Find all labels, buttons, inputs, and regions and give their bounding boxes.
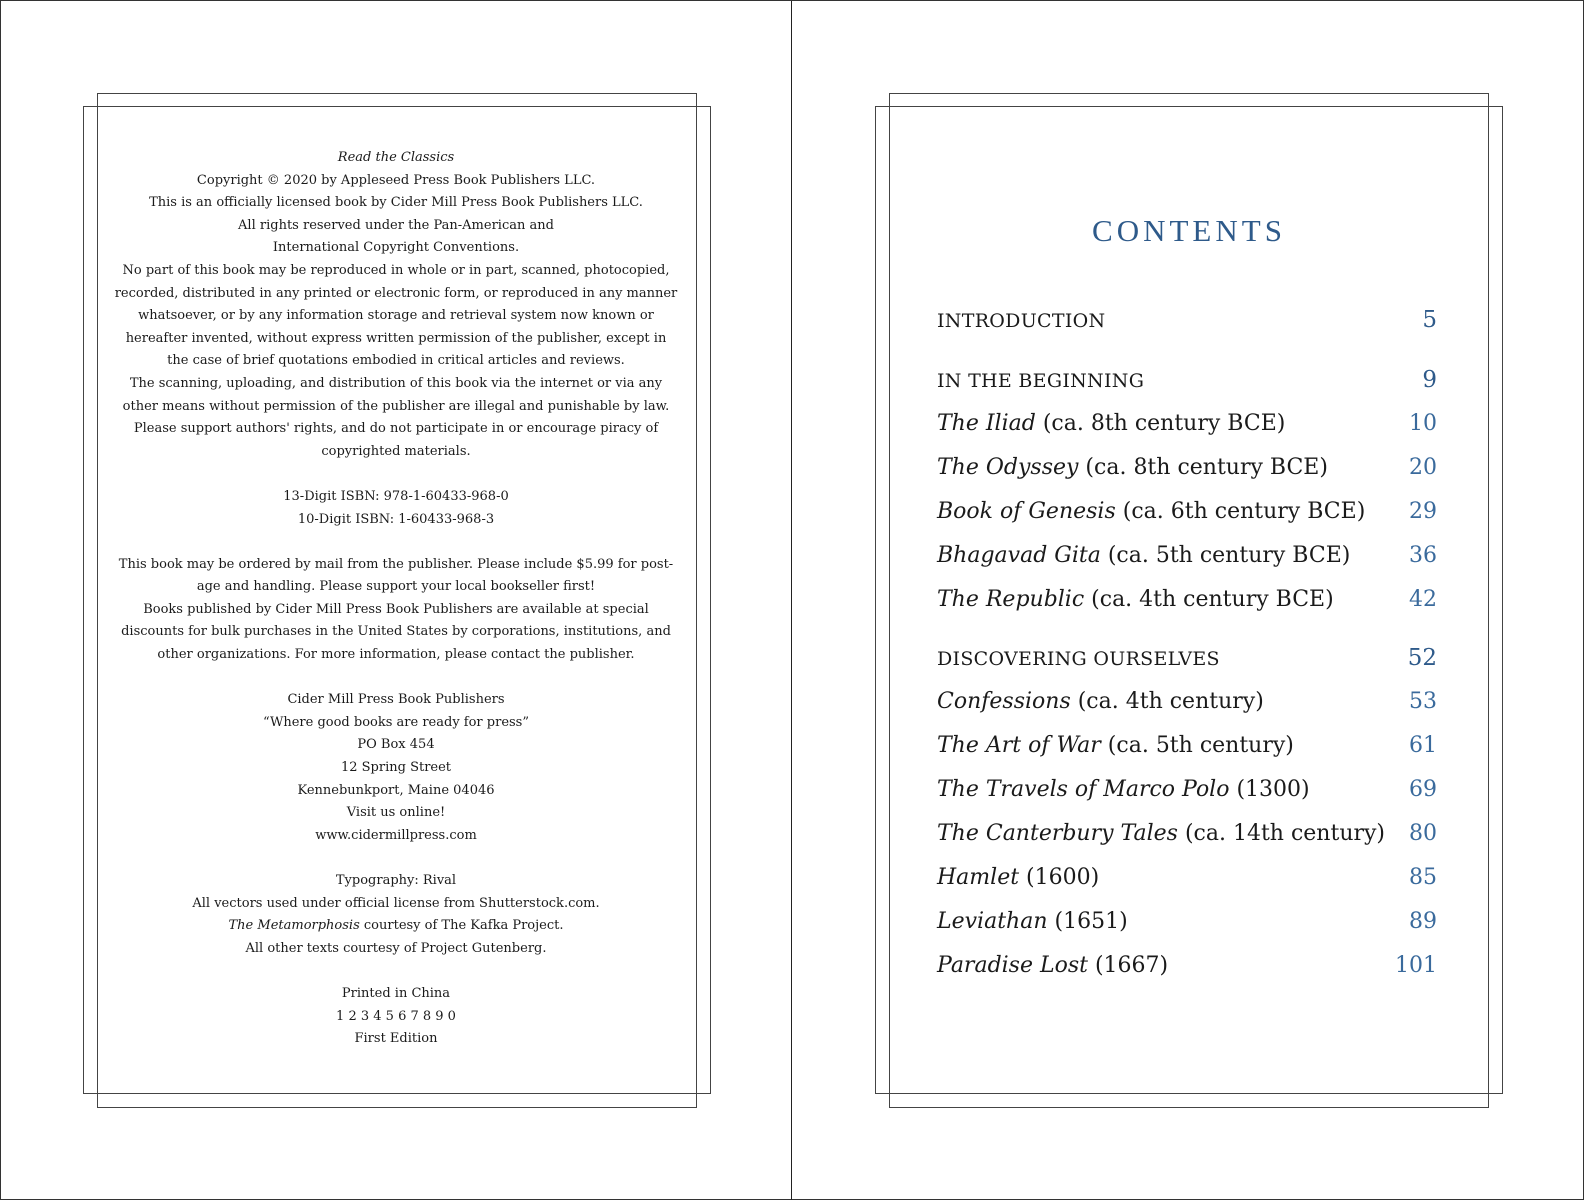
toc-entry[interactable] [937,411,1437,436]
toc-entry[interactable] [937,953,1437,978]
ordering-line: discounts for bulk purchases in the United States by corporations, institutions, and [121,624,671,640]
toc-entry[interactable] [937,367,1437,393]
vectors-credit: All vectors used under official license from Shutterstock.com. [192,895,600,911]
toc-section-title: DISCOVERING OURSELVES [937,648,1220,670]
toc-entry-title [937,909,1128,934]
toc-page-number: 80 [1409,821,1437,846]
toc-work-date: (ca. 5th century) [1100,733,1294,758]
toc-work-date: (ca. 8th century BCE) [1035,411,1286,436]
toc-page-number: 85 [1409,865,1437,890]
copyright-line: hereafter invented, without express written permission of the publisher, except in [125,330,667,346]
toc-entry-title [937,370,1144,392]
toc-entry[interactable] [937,307,1437,333]
toc-entry[interactable] [937,909,1437,934]
toc-page-number: 52 [1407,645,1437,671]
toc-page-number: 69 [1409,777,1437,802]
toc-entry-title [937,865,1099,890]
toc-work-title: Book of Genesis [937,499,1116,524]
typography-credit: Typography: Rival [335,873,457,888]
printed-in: Printed in China [341,985,451,1001]
publisher-address [111,689,681,847]
toc-entry-title [937,733,1294,758]
toc-entry[interactable] [937,645,1437,671]
toc-work-date: (ca. 4th century) [1070,689,1264,714]
toc-section-title: IN THE BEGINNING [937,370,1145,392]
toc-section-title: INTRODUCTION [937,310,1106,332]
ordering-line: age and handling. Please support your local bookseller first! [196,579,596,595]
toc-entry-title [937,543,1350,568]
metamorphosis-credit [111,915,681,938]
printing-line: 1 2 3 4 5 6 7 8 9 0 [336,1008,456,1024]
page-gutter [791,1,792,1200]
toc-work-title: Paradise Lost [937,953,1088,978]
toc-entry[interactable] [937,499,1437,524]
copyright-line: The scanning, uploading, and distribution of this book via the internet or via any [129,375,663,391]
toc-entry-title [937,455,1328,480]
toc-page-number: 5 [1422,307,1437,333]
ordering-line: This book may be ordered by mail from the publisher. Please include $5.99 for post- [118,556,674,572]
toc-work-title: The Canterbury Tales [937,821,1178,846]
toc-work-title: Hamlet [937,865,1020,890]
isbn-10: 10-Digit ISBN: 1-60433-968-3 [297,511,495,527]
gutenberg-credit: All other texts courtesy of Project Gutenberg. [245,940,547,956]
toc-work-title: The Travels of Marco Polo [937,777,1230,802]
copyright-line: No part of this book may be reproduced in whole or in part, scanned, photocopied, [122,262,670,278]
toc-entry[interactable] [937,587,1437,612]
toc-entry-title [937,310,1105,332]
address-line: Cider Mill Press Book Publishers [287,692,505,708]
toc-work-date: (ca. 8th century BCE) [1078,455,1328,480]
toc-page-number: 36 [1409,543,1437,568]
toc-work-title: The Republic [937,587,1085,612]
copyright-notice [111,170,681,464]
toc-work-title: Confessions [937,689,1071,714]
toc-page-number: 20 [1409,455,1437,480]
toc-page-number: 53 [1409,689,1437,714]
copyright-line: Copyright © 2020 by Appleseed Press Book Publishers LLC. [196,172,596,188]
toc-page-number: 9 [1422,367,1437,393]
toc-entry[interactable] [937,821,1437,846]
toc-entry-title [937,648,1220,670]
address-line: 12 Spring Street [340,760,452,776]
series-title: Read the Classics [337,150,455,165]
toc-work-title: The Odyssey [937,455,1079,480]
publisher-website: www.cidermillpress.com [315,827,477,843]
address-line: PO Box 454 [357,737,435,753]
toc-work-date: (1300) [1229,777,1310,802]
toc-entry[interactable] [937,733,1437,758]
copyright-line: whatsoever, or by any information storage and retrieval system now known or [138,308,654,324]
copyright-line: copyrighted materials. [321,443,471,459]
toc-entry[interactable] [937,865,1437,890]
toc-entry[interactable] [937,543,1437,568]
toc-page-number: 89 [1409,909,1437,934]
toc-work-date: (1651) [1047,909,1128,934]
isbn-13: 13-Digit ISBN: 978-1-60433-968-0 [283,488,509,504]
toc-entry[interactable] [937,689,1437,714]
address-line: Kennebunkport, Maine 04046 [297,782,495,798]
toc-work-title: Leviathan [937,909,1048,934]
copyright-page [111,147,681,1051]
toc-page-number: 61 [1409,733,1437,758]
toc-entry-title [937,953,1168,978]
copyright-line: Please support authors' rights, and do not participate in or encourage piracy of [133,421,659,437]
toc-entry-title [937,499,1365,524]
toc-entry[interactable] [937,777,1437,802]
copyright-line: This is an officially licensed book by Cider Mill Press Book Publishers LLC. [149,195,643,211]
copyright-line: other means without permission of the publisher are illegal and punishable by law. [122,398,670,414]
metamorphosis-credit-text: courtesy of The Kafka Project. [359,918,564,934]
copyright-line: International Copyright Conventions. [272,240,520,256]
toc-entry-title [937,587,1334,612]
address-line: “Where good books are ready for press” [262,714,529,730]
toc-page-number: 42 [1409,587,1437,612]
toc-entry-title [937,689,1264,714]
address-line: Visit us online! [346,805,446,821]
toc-entry-title [937,821,1385,846]
copyright-line: the case of brief quotations embodied in critical articles and reviews. [167,353,625,369]
edition: First Edition [354,1031,438,1047]
toc-work-date: (ca. 6th century BCE) [1115,499,1366,524]
metamorphosis-title: The Metamorphosis [228,918,360,934]
toc-entry[interactable] [937,455,1437,480]
toc-work-title: The Iliad [937,411,1036,436]
toc-work-title: The Art of War [937,733,1101,758]
contents-heading: CONTENTS [1092,213,1286,248]
toc-entry-title [937,411,1285,436]
toc-work-date: (ca. 5th century BCE) [1100,543,1351,568]
ordering-line: Books published by Cider Mill Press Book Publishers are available at special [143,601,649,617]
toc-page-number: 10 [1409,411,1437,436]
toc-page-number: 29 [1409,499,1437,524]
ordering-info [111,554,681,667]
ordering-line: other organizations. For more information, please contact the publisher. [157,647,635,663]
copyright-line: recorded, distributed in any printed or electronic form, or reproduced in any manner [114,285,678,301]
toc-work-date: (1600) [1019,865,1100,890]
copyright-line: All rights reserved under the Pan-American and [238,217,554,233]
toc-entry-title [937,777,1310,802]
toc-work-date: (ca. 4th century BCE) [1084,587,1334,612]
toc-work-title: Bhagavad Gita [937,543,1101,568]
toc-work-date: (1667) [1087,953,1169,978]
toc-work-date: (ca. 14th century) [1177,821,1386,846]
toc-page-number: 101 [1395,953,1437,978]
